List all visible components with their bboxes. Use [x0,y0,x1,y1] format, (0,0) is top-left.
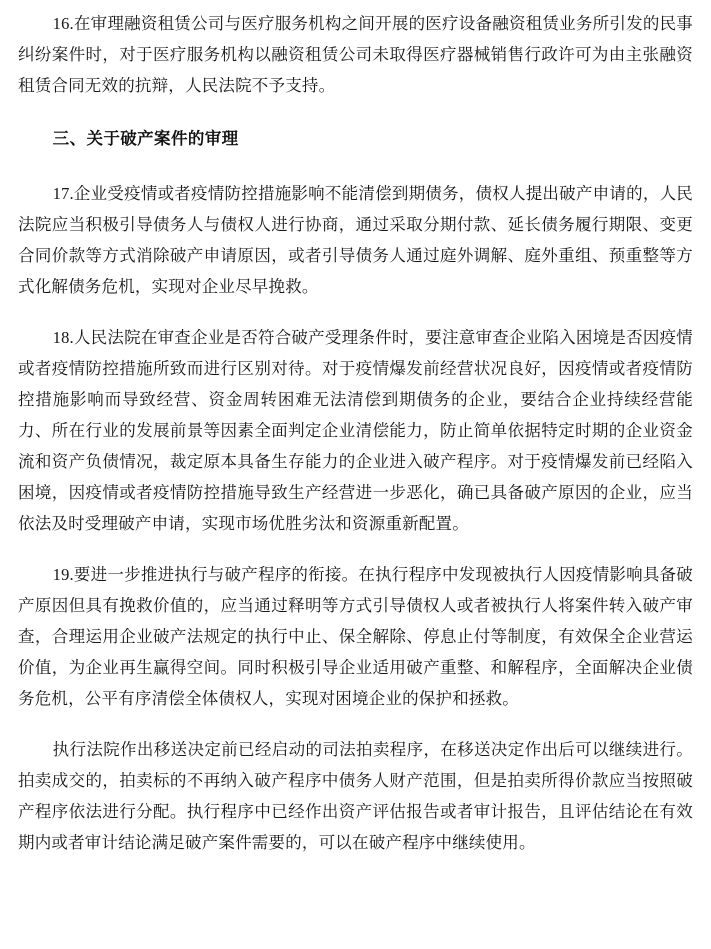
paragraph-item-16: 16.在审理融资租赁公司与医疗服务机构之间开展的医疗设备融资租赁业务所引发的民事纠纷案件时，对于医疗服务机构以融资租赁公司未取得医疗器械销售行政许可为由主张融资租赁合同无效的抗辩，人民法院不予支持。 [18,14,693,95]
paragraph-item-17: 17.企业受疫情或者疫情防控措施影响不能清偿到期债务，债权人提出破产申请的，人民法院应当积极引导债务人与债权人进行协商，通过采取分期付款、延长债务履行期限、变更合同价款等方式消除破产申请原因，或者引导债务人通过庭外调解、庭外重组、预重整等方式化解债务危机，实现对企业尽早挽救。 [18,184,693,296]
paragraph-item-19: 19.要进一步推进执行与破产程序的衔接。在执行程序中发现被执行人因疫情影响具备破产原因但具有挽救价值的，应当通过释明等方式引导债权人或者被执行人将案件转入破产审查，合理运用企业破产法规定的执行中止、保全解除、停息止付等制度，有效保全企业营运价值，为企业再生赢得空间。同时积极引导企业适用破产重整、和解程序，全面解决企业债务危机，公平有序清偿全体债权人，实现对困境企业的保护和拯救。 [18,565,693,708]
paragraph-item-19-continued: 执行法院作出移送决定前已经启动的司法拍卖程序，在移送决定作出后可以继续进行。拍卖成交的，拍卖标的不再纳入破产程序中债务人财产范围，但是拍卖所得价款应当按照破产程序依法进行分配。执行程序中已经作出资产评估报告或者审计报告，且评估结论在有效期内或者审计结论满足破产案件需要的，可以在破产程序中继续使用。 [18,740,693,852]
section-heading-bankruptcy-trial: 三、关于破产案件的审理 [52,129,239,148]
paragraph-item-18: 18.人民法院在审查企业是否符合破产受理条件时，要注意审查企业陷入困境是否因疫情或者疫情防控措施所致而进行区别对待。对于疫情爆发前经营状况良好，因疫情或者疫情防控措施影响而导致经营、资金周转困难无法清偿到期债务的企业，要结合企业持续经营能力、所在行业的发展前景等因素全面判定企业清偿能力，防止简单依据特定时期的企业资金流和资产负债情况，裁定原本具备生存能力的企业进入破产程序。对于疫情爆发前已经陷入困境，因疫情或者疫情防控措施导致生产经营进一步恶化，确已具备破产原因的企业，应当依法及时受理破产申请，实现市场优胜劣汰和资源重新配置。 [18,328,693,533]
